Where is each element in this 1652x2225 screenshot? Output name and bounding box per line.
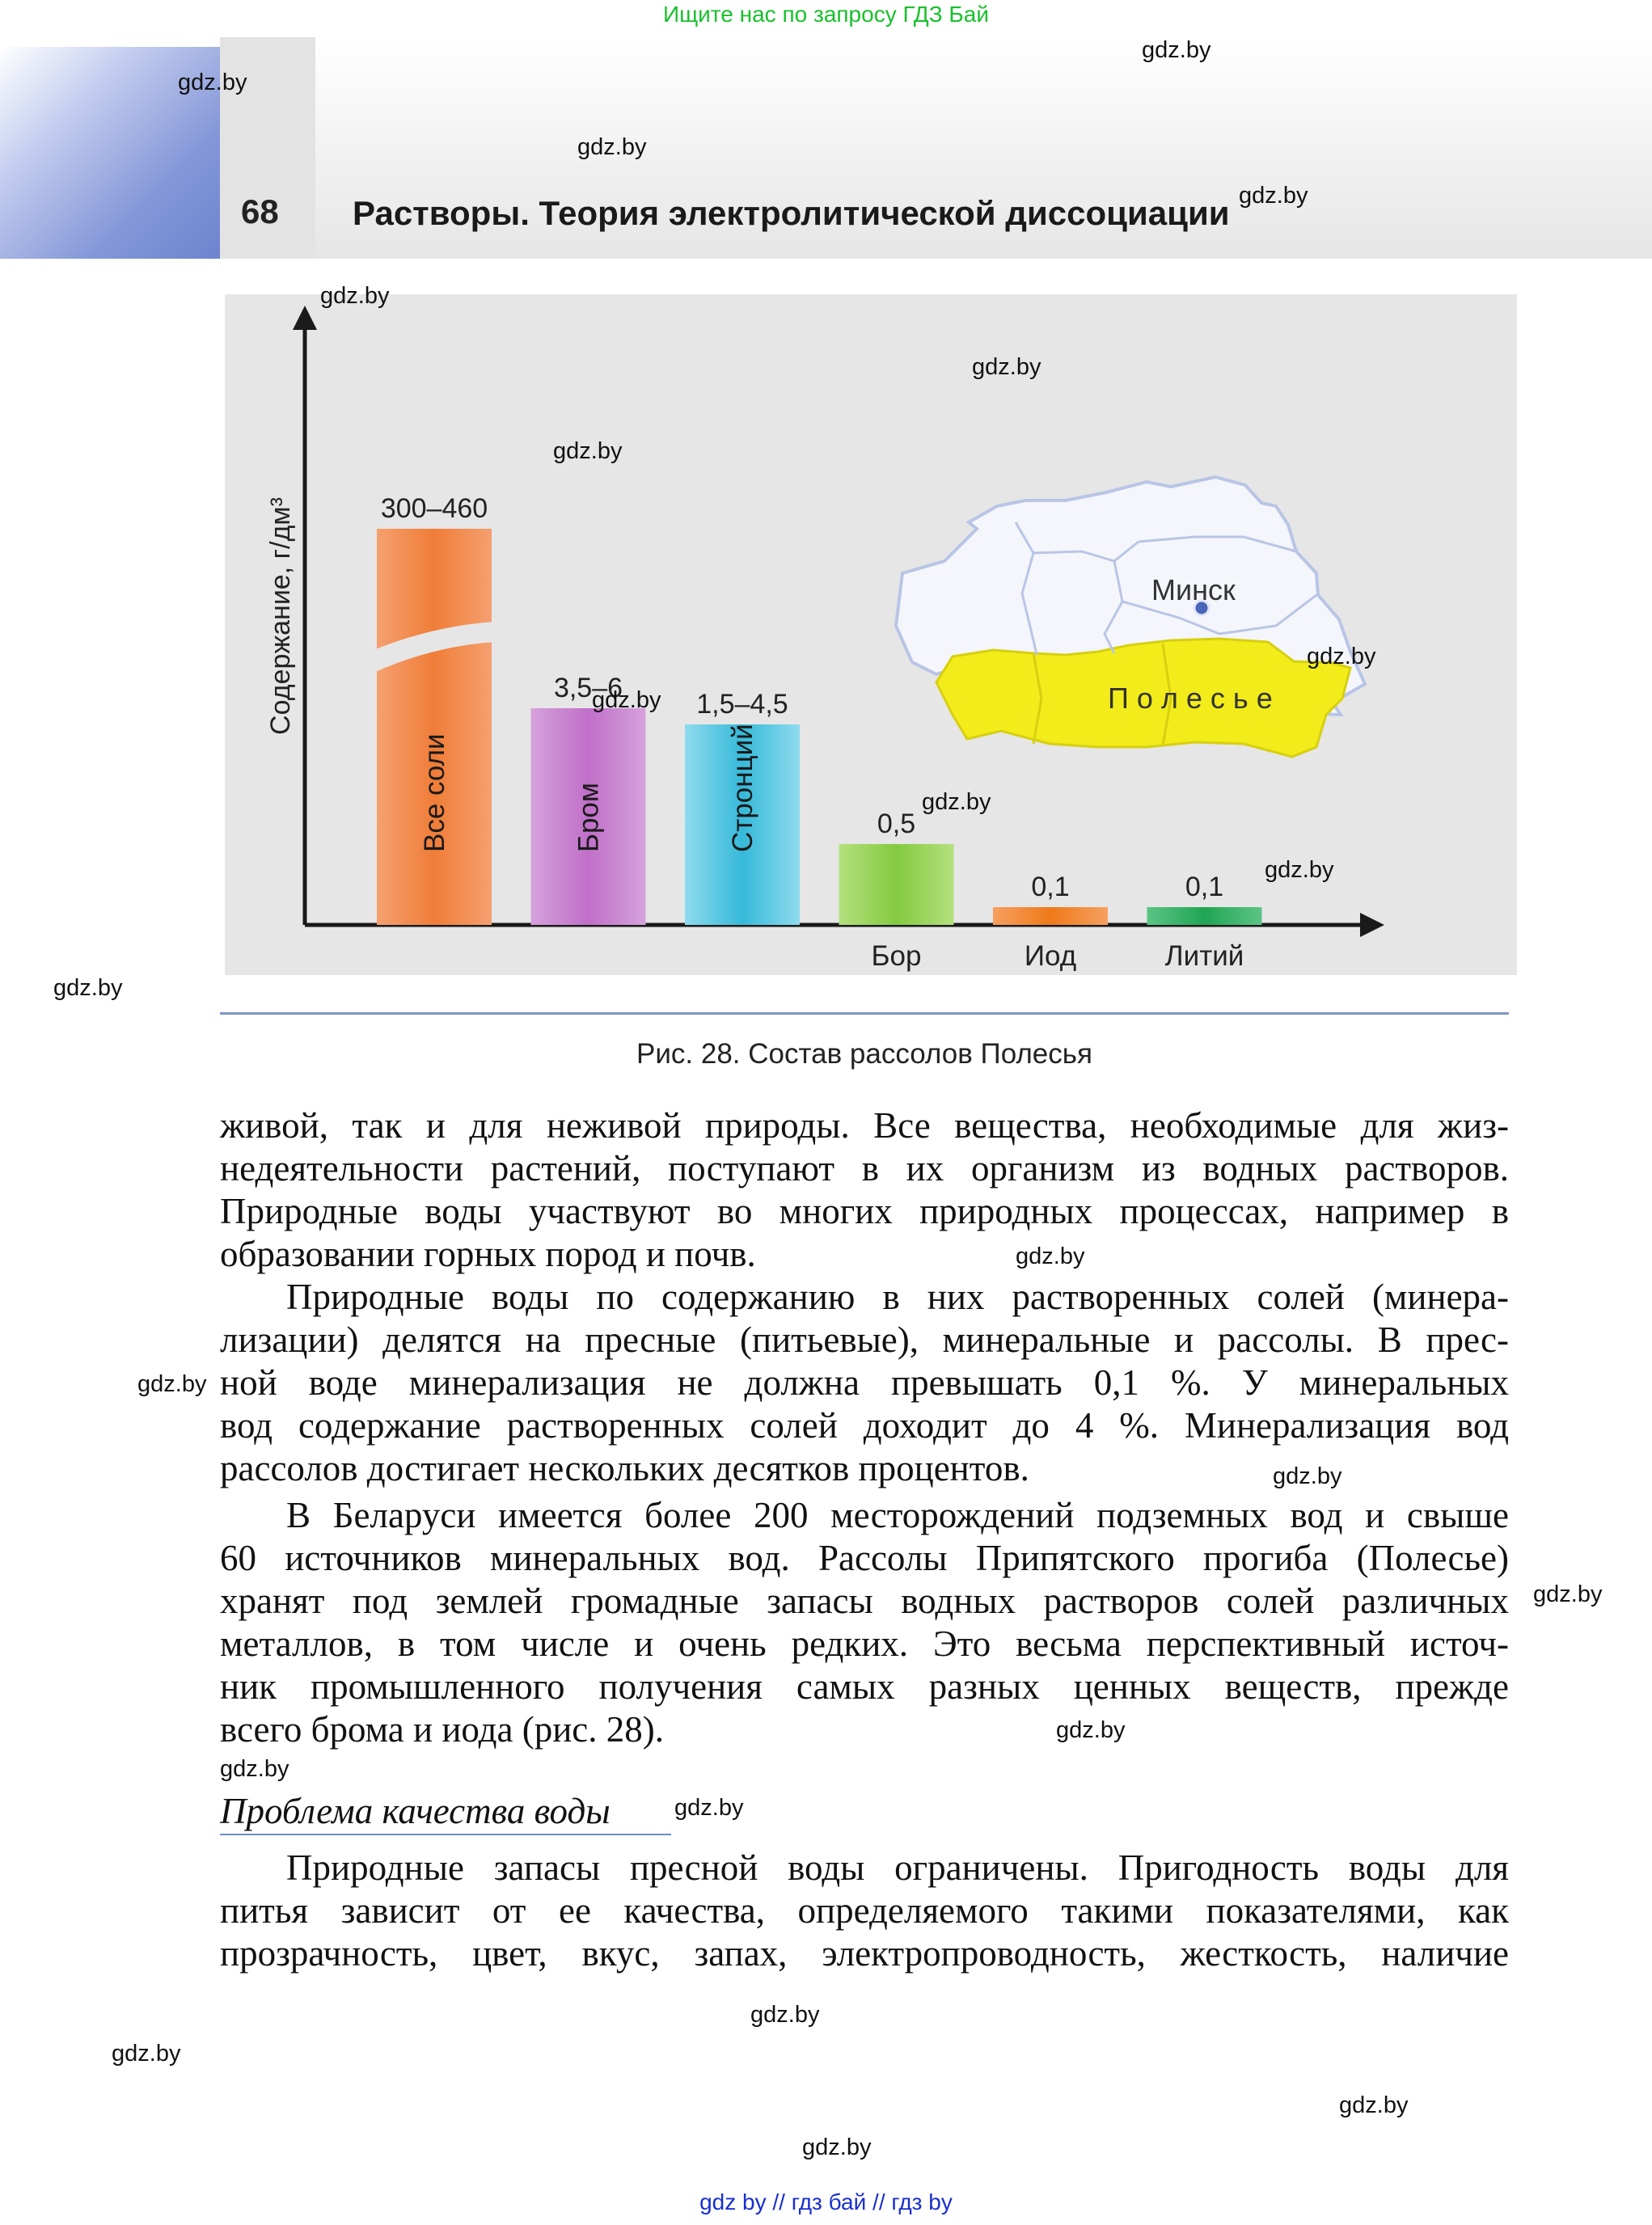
footer-link-1[interactable]: gdz by xyxy=(699,2189,767,2214)
map-belarus xyxy=(896,477,1365,757)
watermark: gdz.by xyxy=(750,2002,820,2028)
bar-value-label: 0,5 xyxy=(877,809,916,839)
text-line: металлов, в том числе и очень редких. Это весьма перспективный источ- xyxy=(220,1623,1509,1664)
watermark: gdz.by xyxy=(1239,183,1308,209)
text-line: Природные воды участвуют во многих природных процессах, например в xyxy=(220,1191,1509,1231)
category-label: Все соли xyxy=(419,733,450,852)
watermark: gdz.by xyxy=(802,2134,872,2160)
category-label: Иод xyxy=(1024,940,1077,972)
watermark: gdz.by xyxy=(1265,857,1334,883)
watermark: gdz.by xyxy=(1273,1463,1342,1489)
y-axis-arrow xyxy=(293,306,317,330)
watermark: gdz.by xyxy=(1016,1243,1085,1269)
map-region-label: П о л е с ь е xyxy=(1108,682,1273,715)
subheading-underline xyxy=(220,1834,671,1835)
bar-value-label: 3,5–6 xyxy=(553,673,623,703)
watermark: gdz.by xyxy=(922,789,991,815)
footer-separator: // xyxy=(872,2189,885,2214)
caption-divider xyxy=(220,1012,1509,1015)
x-axis-arrow xyxy=(1360,913,1384,937)
category-label: Бор xyxy=(871,940,922,972)
text-line: хранят под землей громадные запасы водных растворов солей различных xyxy=(220,1581,1509,1621)
bar-1 xyxy=(377,529,492,925)
bar-4 xyxy=(839,844,954,925)
text-line: 60 источников минеральных вод. Рассолы Припятского прогиба (Полесье) xyxy=(220,1538,1509,1578)
text-line: вод содержание растворенных солей доходит до 4 %. Минерализация вод xyxy=(220,1405,1509,1446)
paragraph-4 xyxy=(220,1847,1509,1975)
category-label: Литий xyxy=(1164,940,1244,972)
text-line: рассолов достигает нескольких десятков процентов. xyxy=(220,1448,1029,1488)
y-axis-label: Содержание, г/дм³ xyxy=(265,497,296,735)
watermark: gdz.by xyxy=(577,134,647,160)
text-line: всего брома и иода (рис. 28). xyxy=(220,1709,665,1750)
page-title: Растворы. Теория электролитической диссоциации xyxy=(353,194,1230,232)
paragraph-3 xyxy=(220,1494,1509,1751)
text-line: ник промышленного получения самых разных ценных веществ, прежде xyxy=(220,1666,1509,1707)
bar-5 xyxy=(993,907,1108,925)
watermark: gdz.by xyxy=(137,1371,207,1397)
watermark: gdz.by xyxy=(972,354,1041,380)
text-line: Природные воды по содержанию в них растворенных солей (минера- xyxy=(286,1277,1509,1317)
category-label: Бром xyxy=(572,783,605,852)
paragraph-2 xyxy=(220,1276,1509,1490)
bar-value-label: 0,1 xyxy=(1031,872,1070,902)
text-line: Природные запасы пресной воды ограничены. Пригодность воды для xyxy=(286,1847,1509,1888)
category-label: Стронций xyxy=(727,724,758,852)
paragraph-1 xyxy=(220,1104,1509,1276)
top-banner: Ищите нас по запросу ГДЗ Бай xyxy=(662,2,990,27)
subheading: Проблема качества воды xyxy=(220,1791,611,1831)
watermark: gdz.by xyxy=(112,2041,181,2067)
watermark: gdz.by xyxy=(674,1795,744,1821)
text-line: недеятельности растений, поступают в их организм из водных растворов. xyxy=(220,1148,1509,1188)
watermark: gdz.by xyxy=(320,283,390,309)
bar-value-label: 300–460 xyxy=(380,493,488,524)
footer-links xyxy=(0,2189,1652,2215)
watermark: gdz.by xyxy=(53,975,123,1001)
watermark: gdz.by xyxy=(178,70,247,95)
watermark: gdz.by xyxy=(592,687,661,713)
map-city-label: Минск xyxy=(1151,573,1236,606)
text-line: живой, так и для неживой природы. Все вещества, необходимые для жиз- xyxy=(220,1105,1509,1146)
watermark: gdz.by xyxy=(1307,644,1376,669)
watermark: gdz.by xyxy=(1142,37,1211,63)
text-line: лизации) делятся на пресные (питьевые), минеральные и рассолы. В прес- xyxy=(220,1319,1509,1360)
page-number: 68 xyxy=(241,192,279,230)
footer-link-3[interactable]: гдз by xyxy=(891,2189,953,2214)
text-line: образовании горных пород и почв. xyxy=(220,1234,756,1274)
text-line: В Беларуси имеется более 200 месторождений подземных вод и свыше xyxy=(286,1495,1509,1535)
text-line: ной воде минерализация не должна превышать 0,1 %. У минеральных xyxy=(220,1362,1509,1403)
watermark: gdz.by xyxy=(220,1756,289,1782)
watermark: gdz.by xyxy=(553,438,623,464)
figure-caption: Рис. 28. Состав рассолов Полесья xyxy=(636,1038,1092,1070)
footer-separator: // xyxy=(772,2189,785,2214)
watermark: gdz.by xyxy=(1339,2092,1409,2118)
bar-value-label: 0,1 xyxy=(1185,872,1224,902)
watermark: gdz.by xyxy=(1056,1717,1126,1743)
bar-6 xyxy=(1147,907,1262,925)
watermark: gdz.by xyxy=(1533,1581,1603,1607)
bar-value-label: 1,5–4,5 xyxy=(696,689,788,720)
text-line: питья зависит от ее качества, определяемого такими показателями, как xyxy=(220,1890,1509,1931)
text-line: прозрачность, цвет, вкус, запах, электропроводность, жесткость, наличие xyxy=(220,1933,1509,1974)
footer-link-2[interactable]: гдз бай xyxy=(791,2189,867,2214)
